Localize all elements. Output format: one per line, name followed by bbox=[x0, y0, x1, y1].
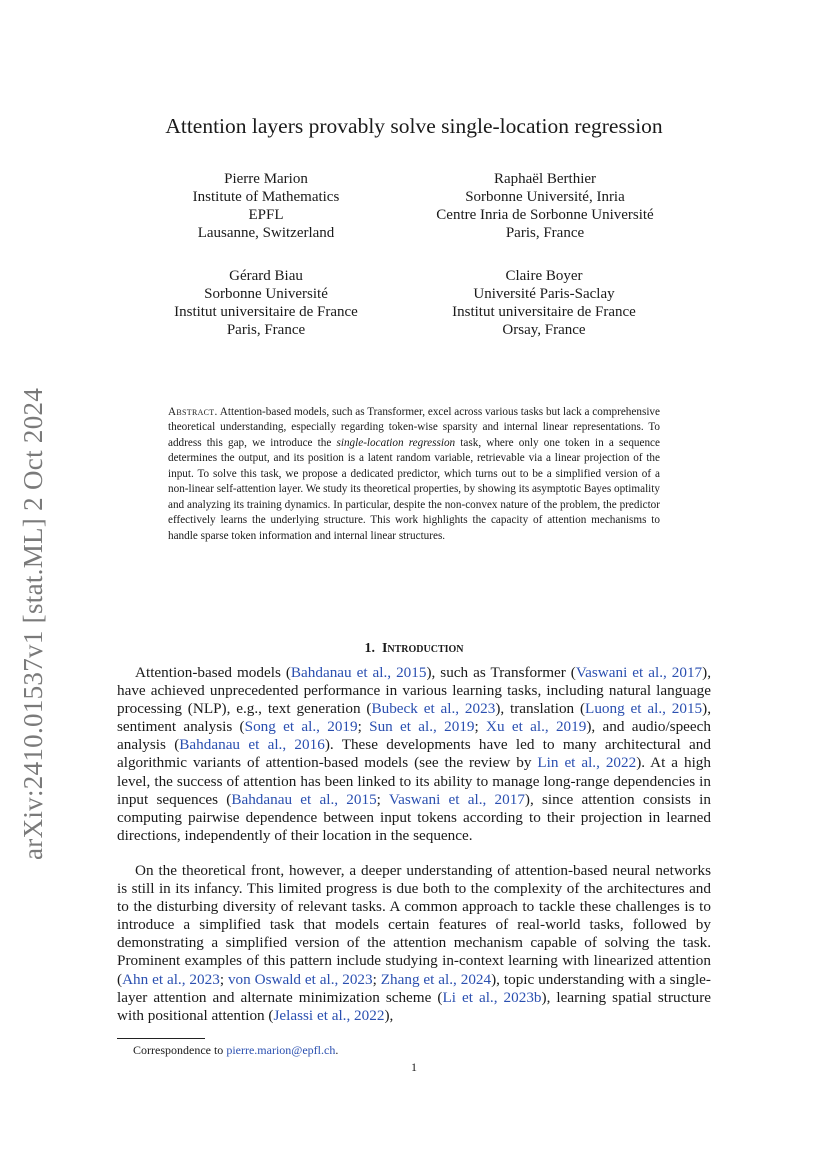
body-text: ; bbox=[219, 970, 228, 988]
author-affiliation: Centre Inria de Sorbonne Université bbox=[436, 207, 654, 223]
body-text: ), since attention consists in computing pairwise dependence between input tokens according to their projection in learned directions, independently of their location in the sequence. bbox=[117, 790, 711, 844]
body-text: ; bbox=[474, 718, 487, 736]
section-title: Introduction bbox=[381, 641, 464, 656]
citation-link[interactable]: Luong et al., 2015 bbox=[585, 700, 703, 718]
author-block-1 bbox=[166, 170, 366, 242]
footnote-text: . bbox=[335, 1043, 339, 1057]
body-text: On the theoretical front, however, a deeper understanding of attention-based neural networks is still in its infancy. This limited progress is due both to the complexity of the architectures and to the disturbing diversity of relevant tasks. A common approach to tackle these challenges is to introduce a simplified task that models certain features of real-world tasks, followed by demonstrating a simplified version of the attention mechanism capable of solving the task. Prominent examples of this pattern include studying in-context learning with linearized attention ( bbox=[117, 862, 711, 988]
citation-link[interactable]: Vaswani et al., 2017 bbox=[575, 664, 703, 681]
author-affiliation: Institut universitaire de France bbox=[174, 304, 358, 320]
author-affiliation: Paris, France bbox=[226, 322, 306, 338]
body-text: ), and audio/speech analysis ( bbox=[117, 718, 711, 754]
abstract-text: task, where only one token in a sequence determines the output, and its position is a latent random variable, retrievable via a linear projection of the input. To solve this task, we propose a dedicated predictor, which turns out to be a simplified version of a non-linear self-attention layer. We study its theoretical properties, by showing its asymptotic Bayes optimality and analyzing its training dynamics. In particular, despite the non-convex nature of the problem, the predictor effectively learns the underlying structure. This work highlights the capacity of attention mechanisms to handle sparse token information and internal linear structures. bbox=[168, 436, 660, 542]
citation-link[interactable]: Song et al., 2019 bbox=[244, 718, 358, 736]
section-heading bbox=[0, 641, 828, 657]
citation-link[interactable]: Bubeck et al., 2023 bbox=[371, 700, 496, 718]
author-affiliation: Institute of Mathematics bbox=[192, 189, 340, 205]
citation-link[interactable]: Jelassi et al., 2022 bbox=[273, 1006, 385, 1024]
author-affiliation: Orsay, France bbox=[502, 322, 586, 338]
email-link[interactable]: pierre.marion@epfl.ch bbox=[226, 1043, 336, 1057]
abstract bbox=[168, 405, 660, 544]
author-name: Gérard Biau bbox=[229, 268, 303, 284]
citation-link[interactable]: Bahdanau et al., 2016 bbox=[179, 736, 325, 754]
footnote bbox=[133, 1043, 338, 1058]
section-number: 1. bbox=[364, 641, 375, 656]
author-affiliation: Paris, France bbox=[505, 225, 585, 241]
citation-link[interactable]: Lin et al., 2022 bbox=[537, 754, 637, 772]
abstract-emphasis: single-location regression bbox=[336, 436, 456, 449]
body-text: ; bbox=[357, 718, 370, 736]
citation-link[interactable]: Bahdanau et al., 2015 bbox=[290, 664, 427, 681]
author-name: Raphaël Berthier bbox=[493, 171, 597, 187]
author-block-3 bbox=[146, 267, 386, 339]
citation-link[interactable]: Vaswani et al., 2017 bbox=[388, 790, 525, 808]
author-block-2 bbox=[414, 170, 676, 242]
citation-link[interactable]: Bahdanau et al., 2015 bbox=[231, 790, 377, 808]
author-name: Claire Boyer bbox=[505, 268, 583, 284]
author-affiliation: EPFL bbox=[248, 207, 284, 223]
author-affiliation: Institut universitaire de France bbox=[452, 304, 636, 320]
citation-link[interactable]: Xu et al., 2019 bbox=[486, 718, 587, 736]
author-name: Pierre Marion bbox=[224, 171, 308, 187]
body-text: Attention-based models ( bbox=[135, 664, 291, 681]
citation-link[interactable]: von Oswald et al., 2023 bbox=[227, 970, 373, 988]
page-number: 1 bbox=[411, 1060, 417, 1074]
citation-link[interactable]: Ahn et al., 2023 bbox=[122, 970, 220, 988]
author-affiliation: Sorbonne Université bbox=[204, 286, 328, 302]
body-text: ), bbox=[384, 1006, 394, 1024]
paragraph-2 bbox=[117, 862, 711, 1025]
author-affiliation: Université Paris-Saclay bbox=[473, 286, 615, 302]
arxiv-identifier-stamp: arXiv:2410.01537v1 [stat.ML] 2 Oct 2024 bbox=[18, 387, 48, 860]
citation-link[interactable]: Zhang et al., 2024 bbox=[380, 970, 492, 988]
author-block-4 bbox=[424, 267, 664, 339]
author-affiliation: Sorbonne Université, Inria bbox=[465, 189, 625, 205]
footnote-divider bbox=[117, 1038, 205, 1039]
body-text: ), have achieved unprecedented performance in various learning tasks, including natural language processing (NLP), e.g., text generation ( bbox=[117, 664, 711, 718]
author-affiliation: Lausanne, Switzerland bbox=[197, 225, 335, 241]
body-text: ), learning spatial structure with positional attention ( bbox=[117, 988, 711, 1024]
body-text: ), translation ( bbox=[495, 700, 586, 718]
body-text: ). These developments have led to many architectural and algorithmic variants of attention-based models (see the review by bbox=[117, 736, 711, 772]
body-text: ), topic understanding with a single-layer attention and alternate minimization scheme ( bbox=[117, 970, 711, 1006]
body-text: ; bbox=[376, 790, 389, 808]
body-text: ; bbox=[372, 970, 381, 988]
footnote-text: Correspondence to bbox=[133, 1043, 227, 1057]
citation-link[interactable]: Li et al., 2023b bbox=[442, 988, 542, 1006]
paragraph-1 bbox=[117, 664, 711, 845]
body-text: ), such as Transformer ( bbox=[426, 664, 576, 681]
body-text: ). At a high level, the success of attention has been linked to its ability to manage long-range dependencies in input sequences ( bbox=[117, 754, 711, 808]
body-text: ), sentiment analysis ( bbox=[117, 700, 711, 736]
paper-title: Attention layers provably solve single-location regression bbox=[165, 114, 663, 138]
citation-link[interactable]: Sun et al., 2019 bbox=[369, 718, 475, 736]
abstract-label: Abstract. bbox=[168, 406, 218, 418]
abstract-text: Attention-based models, such as Transformer, excel across various tasks but lack a comprehensive theoretical understanding, especially regarding token-wise sparsity and internal linear representations. To address this gap, we introduce the bbox=[168, 406, 660, 449]
